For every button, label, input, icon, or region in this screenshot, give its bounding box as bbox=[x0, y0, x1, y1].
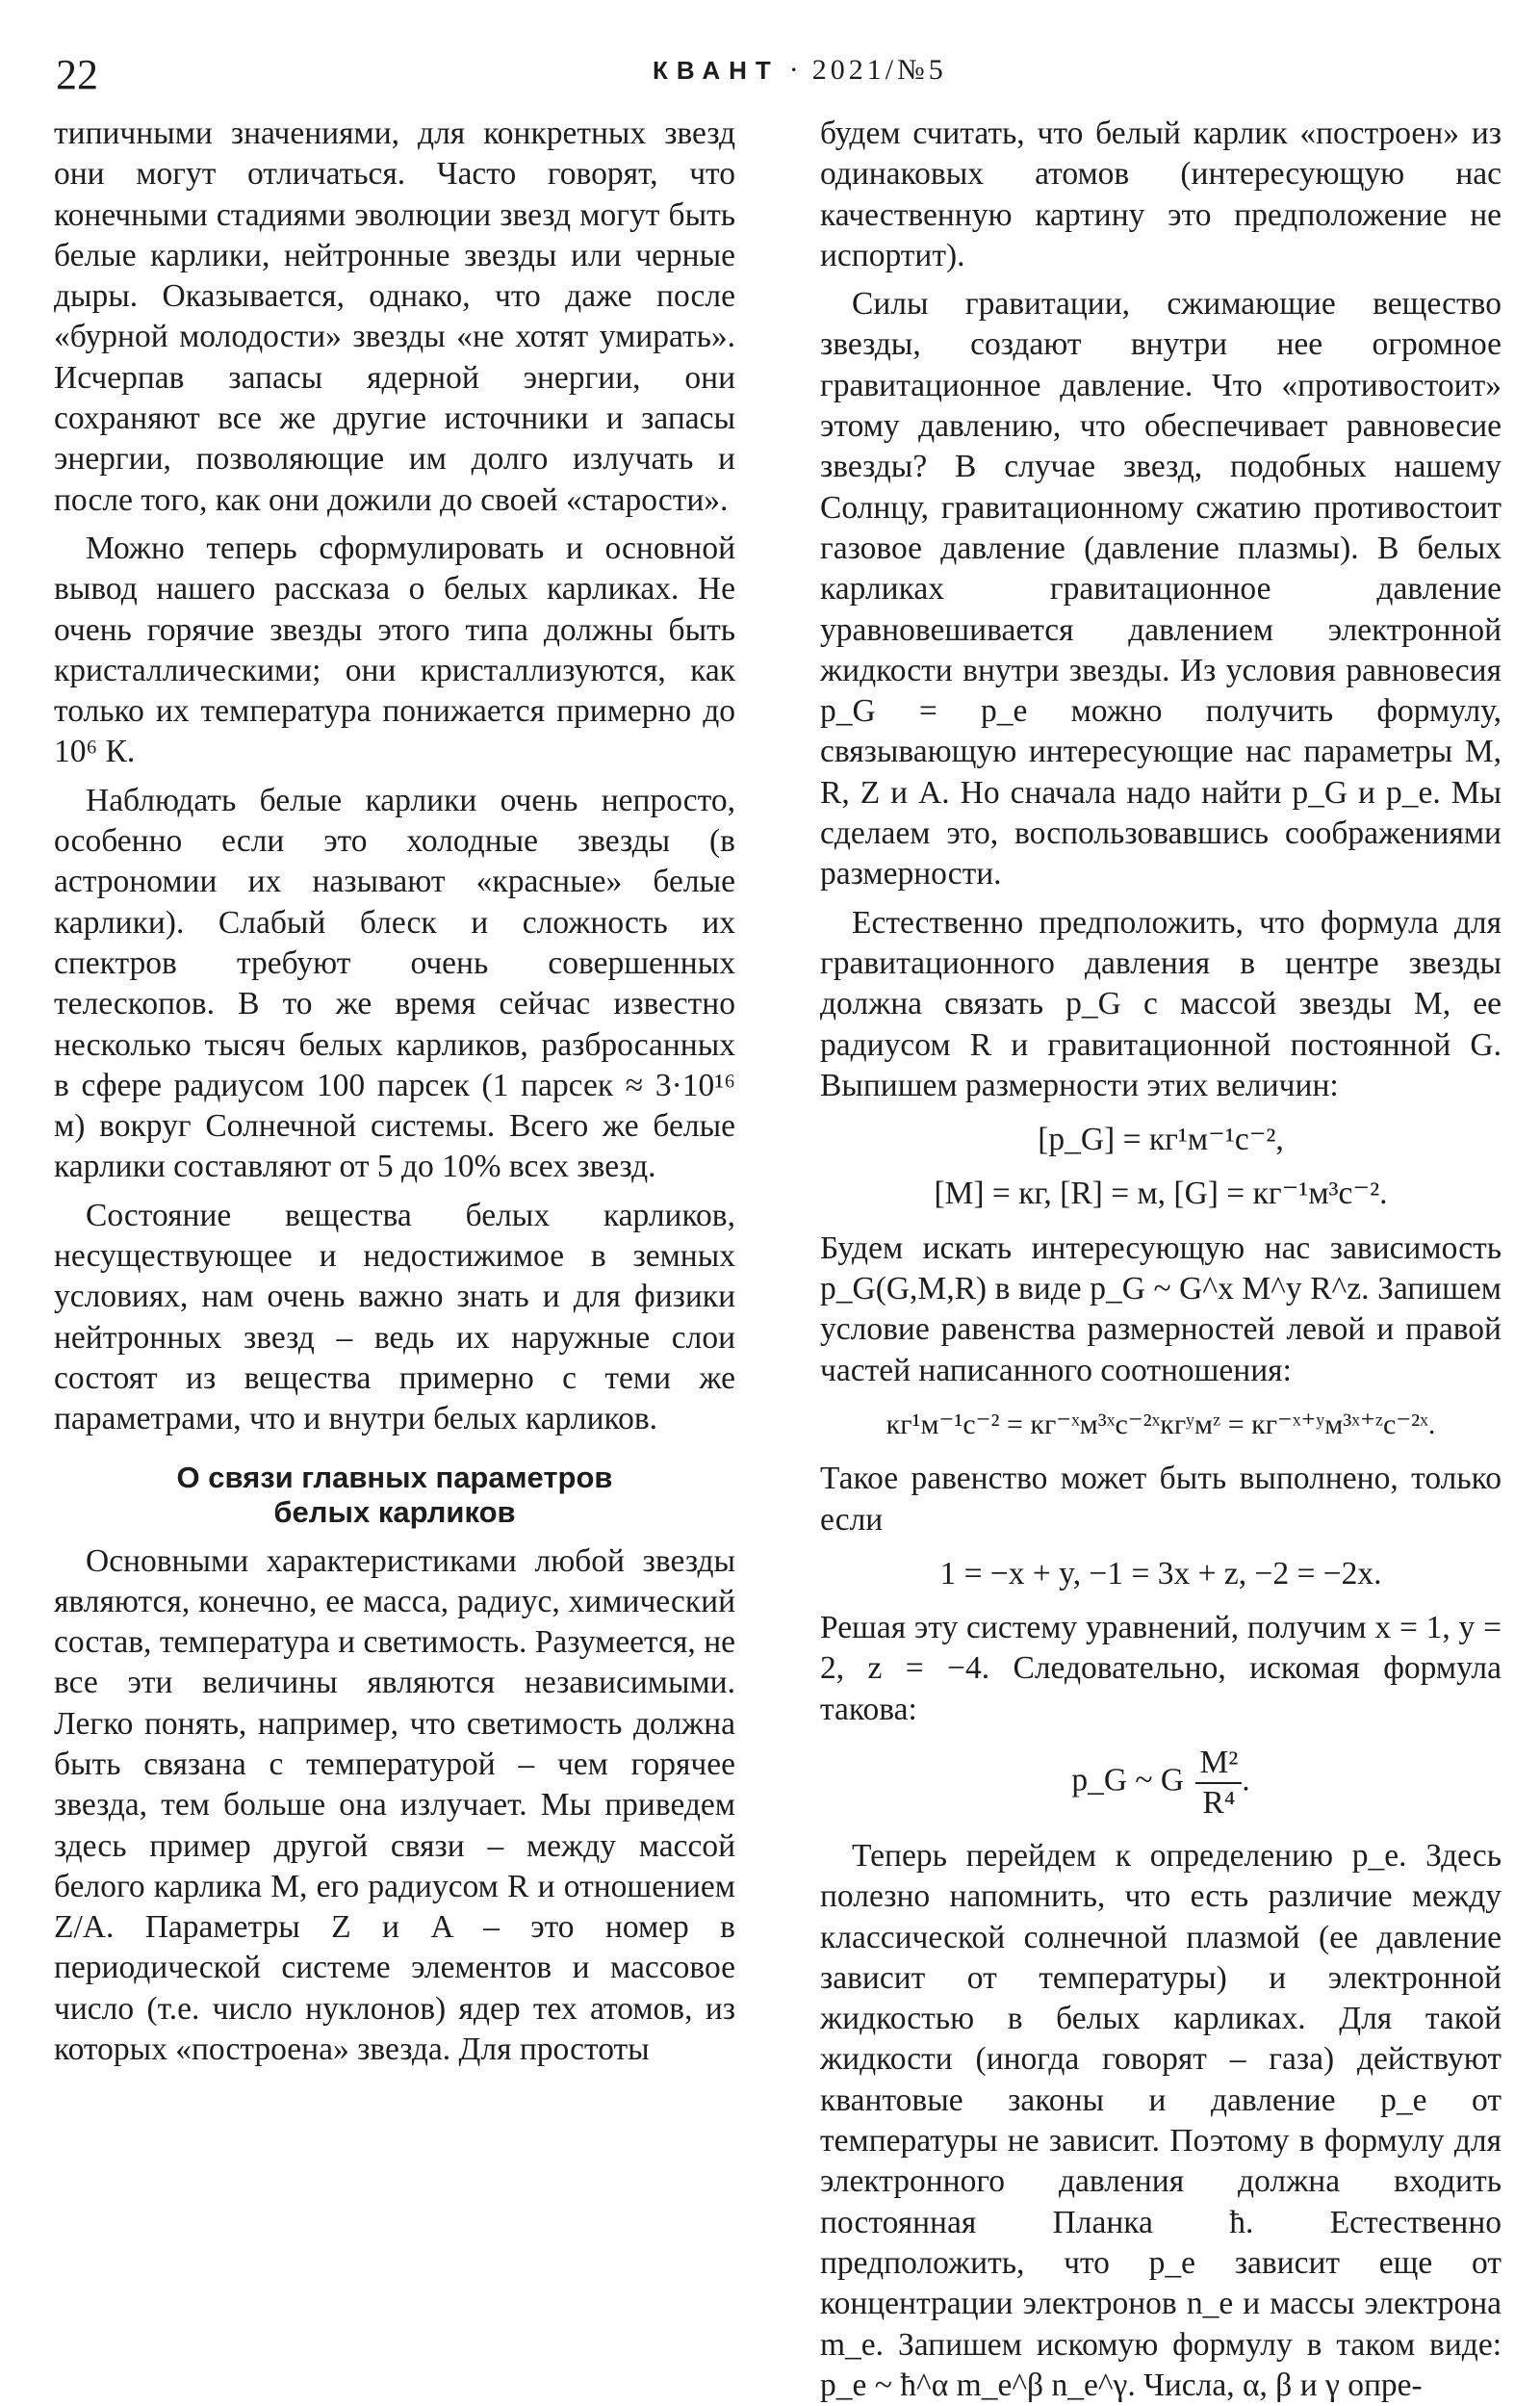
formula-lhs: p_G ~ G bbox=[1071, 1762, 1185, 1798]
fraction-denominator: R⁴ bbox=[1202, 1784, 1236, 1821]
header-separator: · bbox=[788, 54, 803, 86]
page-header bbox=[56, 50, 1484, 108]
paragraph: типичными значениями, для конкретных звезд они могут отличаться. Часто говорят, что конечными стадиями эволюции звезд могут быть белые карлики, нейтронные звезды или черные дыры. Оказывается, однако, что даже после «бурной молодости» звезды «не хотят умирать». Исчерпав запасы ядерной энергии, они сохраняют все же другие источники и запасы энергии, позволяющие им долго излучать и после того, как они дожили до своей «старости». bbox=[54, 116, 735, 518]
formula-dimension-equality: кг¹м⁻¹с⁻² = кг⁻ˣм³ˣс⁻²ˣкгʸмᶻ = кг⁻ˣ⁺ʸм³ˣ⁺ᶻс⁻²ˣ. bbox=[886, 1408, 1436, 1440]
formula-dimensions: [M] = кг, [R] = м, [G] = кг⁻¹м³с⁻². bbox=[934, 1176, 1388, 1212]
section-heading-line: белых карликов bbox=[273, 1494, 516, 1529]
running-head bbox=[653, 54, 947, 87]
issue-number: 2021/№5 bbox=[811, 54, 947, 86]
right-column bbox=[820, 114, 1502, 2406]
formula-gravitational-pressure bbox=[820, 1744, 1502, 1823]
formula-equation-system: 1 = −x + y, −1 = 3x + z, −2 = −2x. bbox=[939, 1555, 1382, 1591]
paragraph: Можно теперь сформулировать и основной вывод нашего рассказа о белых карликах. Не очень горячие звезды этого типа должны быть кристаллическими; они кристаллизуются, как только их температура понижается примерно до 10⁶ К. bbox=[54, 530, 735, 770]
section-heading bbox=[54, 1461, 735, 1530]
left-column bbox=[54, 114, 735, 2070]
paragraph: Естественно предположить, что формула для гравитационного давления в центре звезды должна связать p_G с массой звезды M, ее радиусом R и гравитационной постоянной G. Выпишем размерности этих величин: bbox=[820, 904, 1502, 1103]
paragraph: Теперь перейдем к определению p_e. Здесь полезно напомнить, что есть различие между классической солнечной плазмой (ее давление зависит от температуры) и электронной жидкостью в белых карликах. Для такой жидкости (иногда говорят – газа) действуют квантовые законы и давление p_e от температуры не зависит. Поэтому в формулу для электронного давления должна входить постоянная Планка ħ. Естественно предположить, что p_e зависит еще от концентрации электронов n_e и массы электрона m_e. Запишем искомую формулу в таком виде: p_e ~ ħ^α m_e^β n_e^γ. Числа, α, β и γ опре- bbox=[820, 1837, 1502, 2403]
paragraph: будем считать, что белый карлик «построен» из одинаковых атомов (интересующую нас качественную картину это предположение не испортит). bbox=[820, 116, 1502, 273]
fraction-numerator: M² bbox=[1195, 1744, 1242, 1784]
paragraph: Решая эту систему уравнений, получим x = 1, y = 2, z = −4. Следовательно, искомая формула такова: bbox=[820, 1610, 1502, 1727]
formula-end: . bbox=[1242, 1762, 1250, 1798]
section-heading-line: О связи главных параметров bbox=[176, 1460, 613, 1494]
formula-pg-dimension: [p_G] = кг¹м⁻¹с⁻², bbox=[1038, 1122, 1284, 1158]
page-number: 22 bbox=[56, 51, 98, 98]
paragraph: Состояние вещества белых карликов, несуществующее и недостижимое в земных условиях, нам очень важно знать и для физики нейтронных звезд – ведь их наружные слои состоят из вещества примерно с теми же параметрами, что и внутри белых карликов. bbox=[54, 1197, 735, 1437]
paragraph: Силы гравитации, сжимающие вещество звезды, создают внутри нее огромное гравитационное давление. Что «противостоит» этому давлению, что обеспечивает равновесие звезды? В случае звезд, подобных нашему Солнцу, гравитационному сжатию противостоит газовое давление (давление плазмы). В белых карликах гравитационное давление уравновешивается давлением электронной жидкости внутри звезды. Из условия равновесия p_G = p_e можно получить формулу, связывающую интересующие нас параметры M, R, Z и A. Но сначала надо найти p_G и p_e. Мы сделаем это, воспользовавшись соображениями размерности. bbox=[820, 286, 1502, 893]
fraction bbox=[1195, 1744, 1242, 1823]
magazine-title: КВАНТ bbox=[653, 56, 780, 85]
paragraph: Такое равенство может быть выполнено, только если bbox=[820, 1461, 1502, 1538]
paragraph: Наблюдать белые карлики очень непросто, особенно если это холодные звезды (в астрономии их называют «красные» белые карлики). Слабый блеск и сложность их спектров требуют очень совершенных телескопов. В то же время сейчас известно несколько тысяч белых карликов, разбросанных в сфере радиусом 100 парсек (1 парсек ≈ 3·10¹⁶ м) вокруг Солнечной системы. Всего же белые карлики составляют от 5 до 10% всех звезд. bbox=[54, 782, 735, 1185]
paragraph: Будем искать интересующую нас зависимость p_G(G,M,R) в виде p_G ~ G^x M^y R^z. Запишем условие равенства размерностей левой и правой частей написанного соотношения: bbox=[820, 1229, 1502, 1388]
paragraph: Основными характеристиками любой звезды являются, конечно, ее масса, радиус, химический состав, температура и светимость. Разумеется, не все эти величины являются независимыми. Легко понять, например, что светимость должна быть связана с температурой – чем горячее звезда, тем больше она излучает. Мы приведем здесь пример другой связи – между массой белого карлика M, его радиусом R и отношением Z/A. Параметры Z и A – это номер в периодической системе элементов и массовое число (т.е. число нуклонов) ядер тех атомов, из которых «построена» звезда. Для простоты bbox=[54, 1542, 735, 2068]
